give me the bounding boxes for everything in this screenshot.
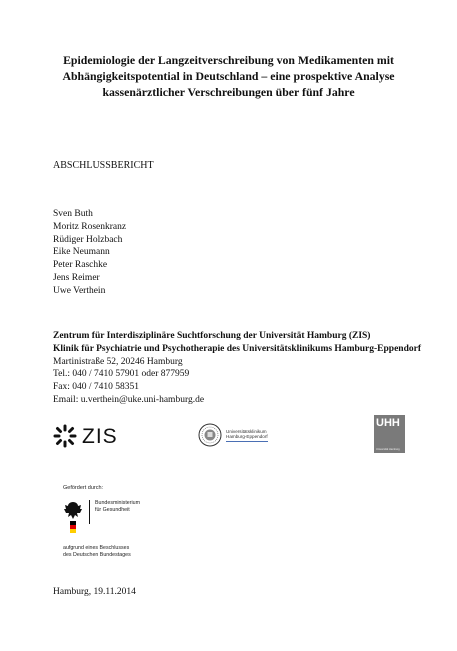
author-name: Eike Neumann bbox=[53, 247, 110, 258]
author-name: Sven Buth bbox=[53, 209, 93, 219]
clinic-name: Klinik für Psychiatrie und Psychotherapie des Universitätsklinikums Hamburg-Eppendorf bbox=[53, 343, 421, 354]
zis-asterisk-icon bbox=[52, 424, 78, 448]
funding-note-line-1: aufgrund eines Beschlusses bbox=[63, 545, 130, 551]
institution-name: Zentrum für Interdisziplinäre Suchtforschung der Universität Hamburg (ZIS) bbox=[53, 331, 371, 341]
ministry-name bbox=[95, 500, 140, 514]
uke-logo bbox=[198, 423, 268, 447]
federal-eagle-icon bbox=[62, 500, 84, 534]
zis-logo bbox=[52, 424, 118, 448]
ministry-logo bbox=[62, 500, 140, 534]
author-list bbox=[53, 208, 126, 298]
email: Email: u.verthein@uke.uni-hamburg.de bbox=[53, 394, 205, 405]
author-name: Uwe Verthein bbox=[53, 285, 106, 296]
funding-label: Gefördert durch: bbox=[63, 485, 104, 491]
funding-note bbox=[63, 545, 131, 559]
place-and-date: Hamburg, 19.11.2014 bbox=[53, 587, 136, 597]
ministry-line-1: Bundesministerium bbox=[95, 500, 141, 506]
author-name: Moritz Rosenkranz bbox=[53, 221, 127, 232]
uhh-logo bbox=[374, 415, 405, 453]
telephone: Tel.: 040 / 7410 57901 oder 877959 bbox=[53, 369, 190, 380]
author-name: Jens Reimer bbox=[53, 272, 100, 283]
address: Martinistraße 52, 20246 Hamburg bbox=[53, 356, 183, 367]
uke-line-2: Hamburg-Eppendorf bbox=[226, 434, 268, 439]
author-name: Peter Raschke bbox=[53, 260, 108, 271]
title-line-3: kassenärztlicher Verschreibungen über fünf Jahre bbox=[102, 85, 355, 99]
report-type: ABSCHLUSSBERICHT bbox=[53, 160, 154, 171]
title-line-1: Epidemiologie der Langzeitverschreibung von Medikamenten mit bbox=[63, 53, 394, 67]
ministry-line-2: für Gesundheit bbox=[95, 507, 130, 513]
fax: Fax: 040 / 7410 58351 bbox=[53, 382, 140, 393]
author-name: Rüdiger Holzbach bbox=[53, 234, 123, 245]
uke-line-1: Universitätsklinikum bbox=[226, 428, 267, 434]
uhh-caption: Universität Hamburg bbox=[376, 448, 400, 451]
funding-note-line-2: des Deutschen Bundestages bbox=[63, 552, 131, 558]
uhh-wordmark: UHH bbox=[376, 417, 400, 429]
document-title bbox=[40, 52, 417, 100]
institution-block bbox=[53, 330, 421, 407]
zis-wordmark: ZIS bbox=[82, 424, 118, 448]
ministry-divider bbox=[89, 500, 90, 524]
title-line-2: Abhängigkeitspotential in Deutschland – eine prospektive Analyse bbox=[62, 69, 395, 83]
uke-wordmark bbox=[226, 429, 268, 442]
university-seal-icon bbox=[198, 423, 222, 447]
